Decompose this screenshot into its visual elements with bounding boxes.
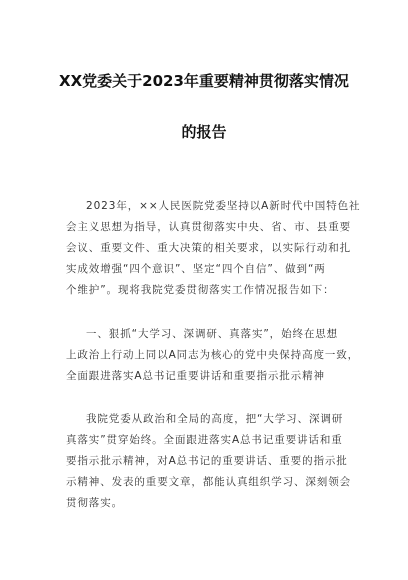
paragraph-line: 2023年，××人民医院党委坚持以A新时代中国特色社 (86, 200, 361, 212)
paragraph-line: 会主义思想为指导，认真贯彻落实中央、省、市、县重要 (66, 221, 351, 233)
paragraph-line: 个维护”。现将我院党委贯彻落实工作情况报告如下： (66, 284, 335, 296)
paragraph-line: 要指示批示精神，对A总书记的重要讲话、重要的指示批 (66, 455, 348, 467)
paragraph-line: 上政治上行动上同以A同志为核心的党中央保持高度一致， (66, 349, 360, 361)
paragraph-line: 贯彻落实。 (66, 497, 123, 509)
document-title: XX党委关于2023年重要精神贯彻落实情况 (59, 72, 349, 90)
document-title-continued: 的报告 (181, 123, 227, 141)
paragraph-line: 实成效增强“四个意识”、坚定“四个自信”、做到“两 (66, 263, 326, 275)
paragraph-line: 全面跟进落实A总书记重要讲话和重要指示批示精神 (66, 370, 325, 382)
paragraph-line: 一、狠抓“大学习、深调研、真落实”，始终在思想 (86, 328, 339, 340)
paragraph-line: 真落实”贯穿始终。全面跟进落实A总书记重要讲话和重 (66, 434, 343, 446)
paragraph-line: 我院党委从政治和全局的高度，把“大学习、深调研 (86, 413, 344, 425)
paragraph-line: 示精神、发表的重要文章，都能认真组织学习、深刻领会 (66, 476, 351, 488)
paragraph-line: 会议、重要文件、重大决策的相关要求，以实际行动和扎 (66, 242, 351, 254)
